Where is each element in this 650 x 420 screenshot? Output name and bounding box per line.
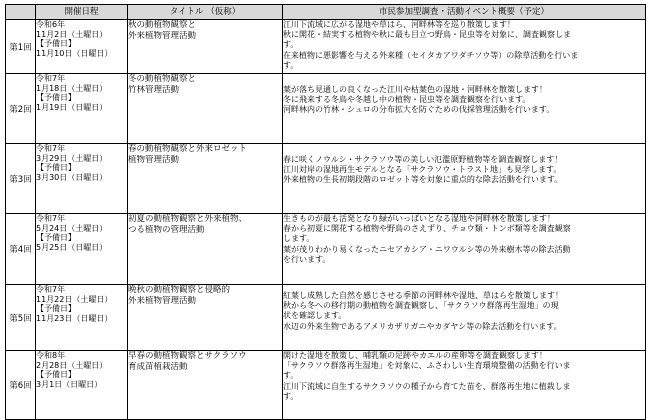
event-date [36,351,128,420]
desc-line: 春に咲くノウルシ・サクラソウ等の美しい氾濫原野植物等を調査観察します！ [283,155,563,164]
desc-line: す。 [283,391,299,401]
date-line: 令和7年 [36,214,66,223]
event-description [283,351,646,420]
date-line: 2月28日（土曜日） [36,360,108,370]
date-line: 11月22日（土曜日） [36,294,113,304]
event-description [283,144,646,214]
event-number: 第3回 [6,144,36,214]
desc-line: 状を確認します。 [283,311,347,321]
date-line: 5月24日（土曜日） [36,223,108,233]
desc-line: 在来植物に悪影響を与える外来種（セイタカアワダチソウ等）の除草活動を行いま [283,50,579,60]
event-number: 第2回 [6,74,36,144]
date-line: 令和7年 [36,144,66,153]
event-title [128,351,283,420]
table-row [6,74,646,144]
desc-line: 外来植物の生長初期段階のロゼット等を対象に重点的な除去活動を行います。 [283,175,563,185]
event-schedule-table [5,4,646,420]
date-line: 1月19日（日曜日） [36,102,108,112]
event-title [128,20,283,74]
date-line: 5月25日（日曜日） [36,242,108,252]
date-line: 3月30日（日曜日） [36,172,108,182]
event-date [36,285,128,351]
title-line: 外来植物管理活動 [128,295,197,306]
date-line: 令和8年 [36,351,66,360]
desc-line: 江川下流域に自生するサクラソウの種子から育てた苗を、群落再生地に植栽しま [283,381,571,391]
date-line: 3月1日（日曜日） [36,379,103,389]
table-row [6,214,646,285]
event-description [283,20,646,74]
desc-line: す。 [283,371,299,381]
date-line: 3月29日（土曜日） [36,153,108,163]
date-line: 【予備日】 [36,304,76,314]
title-line: 春の動植物観察と外来ロゼット [128,144,247,154]
header-no-cell [6,5,36,20]
desc-line: 生きものが最も活発となり緑がいっぱいとなる湿地や河畔林を散策します！ [283,214,555,223]
event-date [36,214,128,285]
title-line: つる植物の管理活動 [128,224,205,235]
date-line: 令和7年 [36,74,66,83]
event-description [283,285,646,351]
desc-line: 秋に開花・結実する植物や秋に最も目立つ野鳥・昆虫等を対象に、調査観察しま [283,30,571,40]
desc-line: を行います。 [283,254,331,264]
desc-line: 葉が落ち見通しの良くなった江川や枯葉色の湿地・河畔林を散策します！ [283,85,547,94]
desc-line: 葉が茂りわかり易くなったニセアカシア・ニワウルシ等の外来樹木等の除去活動 [283,244,571,254]
title-line: 早春の動植物観察とサクラソウ [128,351,247,361]
date-line: 11月10日（日曜日） [36,48,113,58]
title-line: 育成苗植栽活動 [128,361,188,372]
table-row [6,20,646,74]
event-number: 第5回 [6,285,36,351]
desc-line: 開けた湿地を散策し、哺乳類の足跡やカエルの産卵等を調査観察します！ [283,351,547,360]
table-row [6,285,646,351]
table-row [6,144,646,214]
event-number: 第4回 [6,214,36,285]
event-date [36,144,128,214]
date-line: 令和6年 [36,20,66,29]
date-line: 【予備日】 [36,93,76,103]
desc-line: 紅葉し成熟した自然を感じさせる季節の河畔林や湿地、草はらを散策します！ [283,291,563,300]
event-title [128,144,283,214]
title-line: 晩秋の動植物観察と侵略的 [128,285,231,295]
title-line: 外来植物管理活動 [128,30,197,41]
desc-line: 「サクラソウ群落再生湿地」を対象に、ふさわしい生育環境整備の活動を行いま [283,361,571,371]
header-title: タイトル （仮称） [128,5,283,20]
desc-line: 春から初夏に開花する植物や野鳥のさえずり、チョウ類・トンボ類等を調査観察 [283,224,571,234]
header-row [6,5,646,20]
event-date [36,20,128,74]
date-line: 【予備日】 [36,39,76,49]
desc-line: 冬に飛来する冬鳥や冬越し中の植物・昆虫等を調査観察を行います。 [283,95,531,105]
title-line: 冬の動植物観察と [128,74,197,84]
desc-line: 江川下流域に広がる湿地や草はら、河畔林等を巡り散策します！ [283,20,515,29]
date-line: 【予備日】 [36,163,76,173]
date-line: 11月2日（土曜日） [36,29,108,39]
desc-line: す。 [283,40,299,50]
title-line: 秋の動植物観察と [128,20,197,30]
desc-line: 水辺の外来生物であるアメリカザリガニやカダヤシ等の除去活動を行います。 [283,321,562,331]
date-line: 令和7年 [36,285,66,294]
desc-line: します。 [283,234,315,244]
event-number: 第1回 [6,20,36,74]
event-description [283,214,646,285]
event-title [128,285,283,351]
title-line: 植物管理活動 [128,154,180,165]
desc-line: 江川対岸の湿地再生モデルとなる「サクラソウ・トラスト地」も見学します。 [283,165,562,175]
date-line: 1月18日（土曜日） [36,83,108,93]
header-date: 開催日程 [36,5,128,20]
event-date [36,74,128,144]
event-number: 第6回 [6,351,36,420]
event-title [128,214,283,285]
date-line: 【予備日】 [36,370,76,380]
desc-line: 河畔林内の竹林・シュロの分布拡大を防ぐための伐採管理活動を行います。 [283,105,555,115]
date-line: 11月23日（日曜日） [36,313,113,323]
header-summary: 市民参加型調査・活動イベント概要（予定） [283,5,646,20]
desc-line: 秋から冬への移行期の動植物を調査観察し、「サクラソウ群落再生湿地」の現 [283,301,559,311]
event-title [128,74,283,144]
table-row [6,351,646,420]
event-description [283,74,646,144]
date-line: 【予備日】 [36,233,76,243]
desc-line: す。 [283,60,299,70]
title-line: 初夏の動植物観察と外来植物、 [128,214,248,224]
title-line: 竹林管理活動 [128,84,180,95]
